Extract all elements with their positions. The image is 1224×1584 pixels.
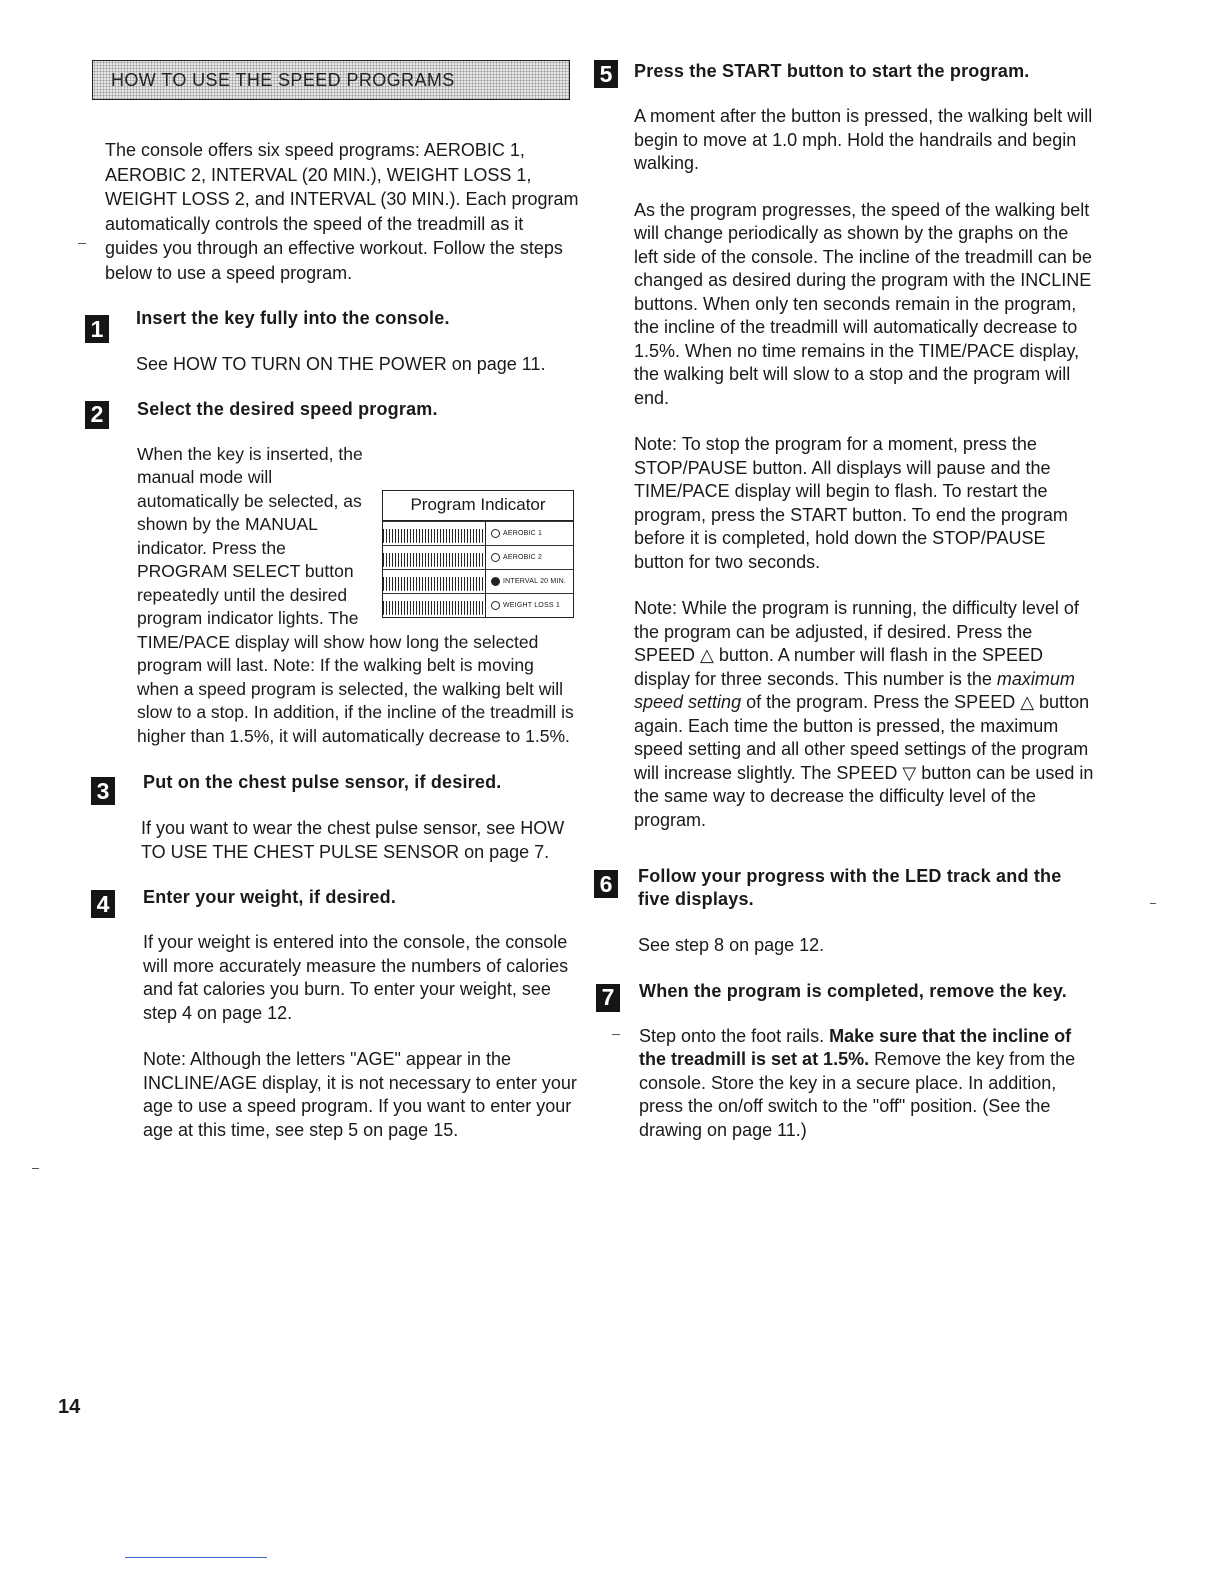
speed-profile-graph (383, 546, 486, 569)
scan-mark (32, 1168, 39, 1169)
step-title: Follow your progress with the LED track and the five displays. (638, 866, 1062, 909)
step-number-badge: 7 (596, 984, 620, 1012)
step-body (141, 817, 580, 864)
step-paragraph: Note: To stop the program for a moment, press the STOP/PAUSE button. All displays will pause and the TIME/PACE display will begin to flash. To restart the program, press the START button. To end the program before it is completed, hold down the STOP/PAUSE button for two seconds. (634, 434, 1068, 572)
page-number: 14 (58, 1396, 81, 1418)
program-indicator-row (383, 521, 573, 545)
indicator-led-icon (491, 529, 500, 538)
speed-profile-graph (383, 522, 486, 545)
step-number-badge: 4 (91, 890, 115, 918)
step-title: Select the desired speed program. (137, 398, 438, 419)
step-body (137, 443, 580, 749)
indicator-led-icon (491, 577, 500, 586)
step-paragraph: If your weight is entered into the console, the console will more accurately measure the numbers of calories and fat calories you burn. To enter your weight, see step 4 on page 12. (143, 932, 569, 1023)
step-paragraph: Step onto the foot rails. Make sure that the incline of the treadmill is set at 1.5%. Remove the key from the console. Store the key in a secure place. In addition, press the on/off switch to the "off" position. (See the drawing on page 11.) (639, 1025, 1076, 1140)
indicator-led-icon (491, 553, 500, 562)
program-indicator-label: INTERVAL 20 MIN. (486, 570, 573, 593)
step-4 (96, 886, 580, 1142)
step-paragraph: See step 8 on page 12. (638, 935, 825, 955)
step-title: Enter your weight, if desired. (143, 887, 397, 907)
step-title: When the program is completed, remove the key. (639, 980, 1067, 1001)
intro-paragraph: The console offers six speed programs: AEROBIC 1, AEROBIC 2, INTERVAL (20 MIN.), WEIGHT LOSS 1, WEIGHT LOSS 2, and INTERVAL (30 MIN.). Each program automatically controls the speed of the treadmill as it guides you through an effective workout. Follow the steps below to use a speed program. (105, 140, 579, 283)
step-body (639, 1025, 1094, 1143)
scan-mark (78, 243, 86, 244)
step-6 (594, 865, 1094, 958)
indicator-led-icon (491, 601, 500, 610)
step-paragraph: Note: Although the letters "AGE" appear in the INCLINE/AGE display, it is not necessary to enter your age to use a speed program. If you want to enter your age at this time, see step 5 on page 15. (143, 1049, 577, 1140)
section-header (92, 60, 570, 100)
right-column (594, 60, 1094, 1142)
section-title: HOW TO USE THE SPEED PROGRAMS (111, 69, 455, 90)
speed-profile-graph (383, 570, 486, 593)
program-indicator-label: AEROBIC 2 (486, 546, 573, 569)
step-7 (594, 980, 1094, 1143)
step-body (136, 353, 580, 377)
step-title: Press the START button to start the program. (634, 61, 1030, 81)
footer-rule (125, 1557, 267, 1558)
program-indicator-title: Program Indicator (383, 491, 573, 522)
program-indicator-label: WEIGHT LOSS 1 (486, 594, 573, 617)
step-paragraph: If you want to wear the chest pulse sensor, see HOW TO USE THE CHEST PULSE SENSOR on page 7. (141, 818, 565, 862)
program-indicator-row (383, 593, 573, 617)
scan-mark (612, 1034, 620, 1035)
step-body (143, 931, 580, 1142)
program-indicator-row (383, 569, 573, 593)
step-number-badge: 6 (594, 870, 618, 898)
step-paragraph: Program Indicator AEROBIC 1 AEROBIC 2 INTERVAL 20 MIN. WEIGHT LOSS 1 When the key is inserted, the manual mode will automatically be selected, as shown by the MANUAL indicator. Press the PROGRAM SELECT button repeatedly until the desired program indicator lights. The TIME/PACE display will show how long the selected program will last. Note: If the walking belt is moving when a speed program is selected, the walking belt will slow to a stop. In addition, if the incline of the treadmill is higher than 1.5%, it will automatically decrease to 1.5%. (137, 443, 574, 746)
step-paragraph: See HOW TO TURN ON THE POWER on page 11. (136, 354, 546, 374)
step-body (638, 934, 1094, 958)
step-title: Insert the key fully into the console. (136, 308, 450, 328)
speed-profile-graph (383, 594, 486, 617)
step-2 (90, 398, 580, 749)
scan-mark (1150, 903, 1156, 904)
step-number-badge: 1 (85, 315, 109, 343)
program-indicator-row (383, 545, 573, 569)
program-indicator-box (382, 490, 574, 619)
step-number-badge: 5 (594, 60, 618, 88)
step-1 (90, 307, 580, 377)
program-indicator-label: AEROBIC 1 (486, 522, 573, 545)
step-paragraph: As the program progresses, the speed of the walking belt will change periodically as shown by the graphs on the left side of the console. The incline of the treadmill can be changed as desired during the program with the INCLINE buttons. When only ten seconds remain in the program, the incline of the treadmill will automatically decrease to 1.5%. When no time remains in the TIME/PACE display, the walking belt will slow to a stop and the program will end. (634, 199, 1092, 408)
step-number-badge: 2 (85, 401, 109, 429)
step-body (634, 105, 1094, 832)
step-3 (96, 771, 580, 864)
step-paragraph: A moment after the button is pressed, the walking belt will begin to move at 1.0 mph. Hold the handrails and begin walking. (634, 106, 1093, 173)
step-number-badge: 3 (91, 777, 115, 805)
step-paragraph: Note: While the program is running, the difficulty level of the program can be adjusted, if desired. Press the SPEED △ button. A number will flash in the SPEED display for three seconds. This number is the maximum speed setting of the program. Press the SPEED △ button again. Each time the button is pressed, the maximum speed setting and all other speed settings of the program will increase slightly. The SPEED ▽ button can be used in the same way to decrease the difficulty level of the program. (634, 598, 1094, 830)
step-5 (594, 60, 1094, 832)
step-title: Put on the chest pulse sensor, if desired. (143, 772, 502, 792)
left-column (90, 138, 580, 1142)
